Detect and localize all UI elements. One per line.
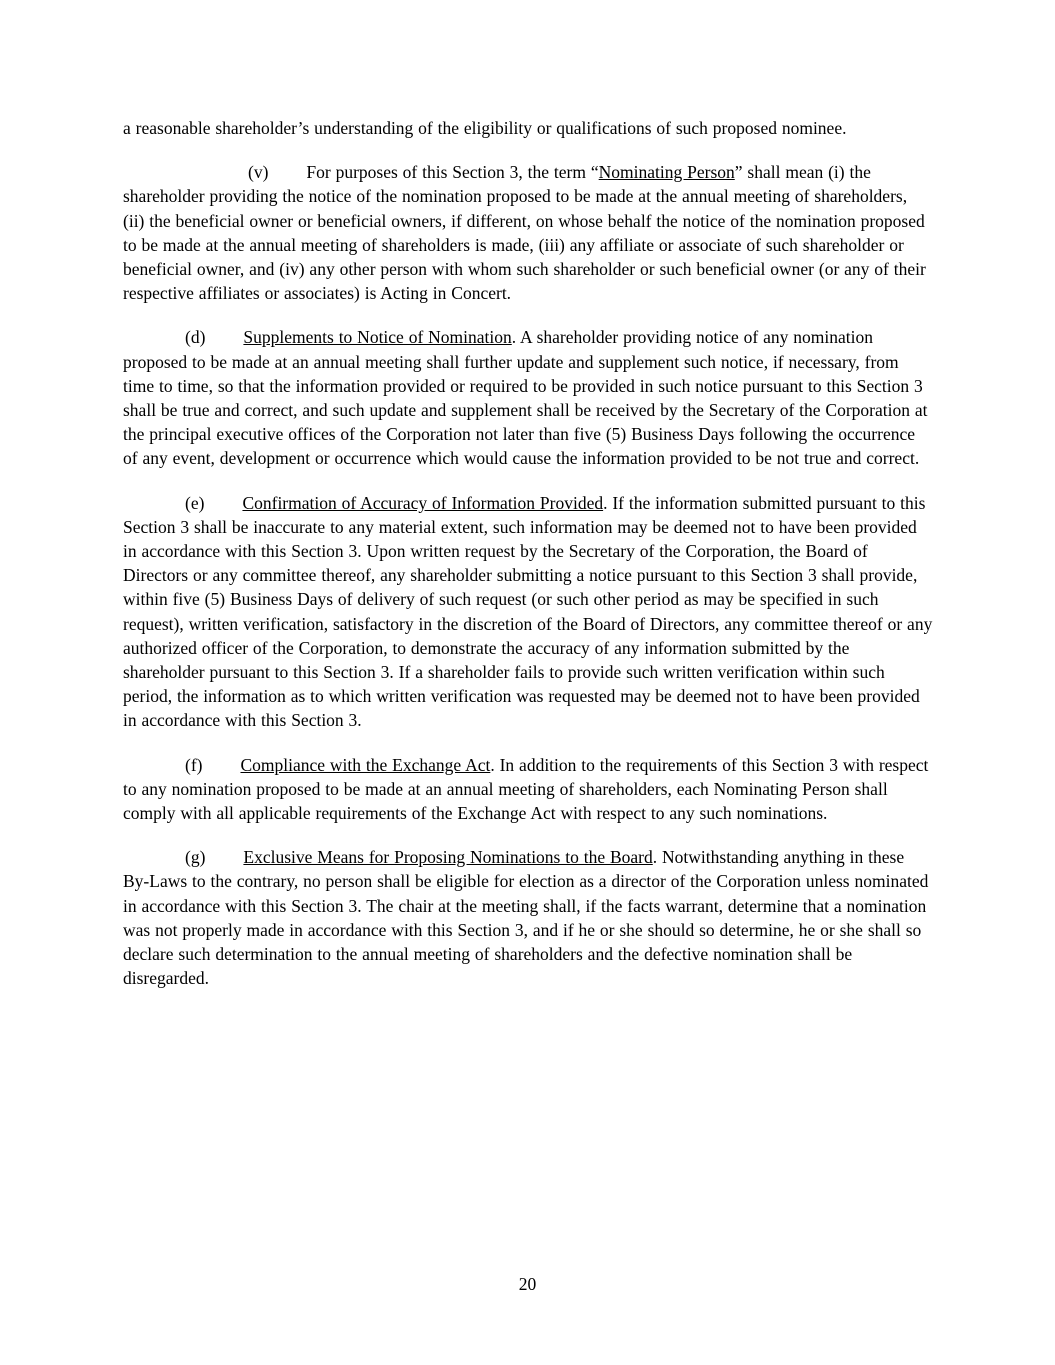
underlined-heading: Nominating Person — [598, 162, 735, 183]
paragraph-text: . In addition to the requirements of this Section 3 with respect to any nomination proposed to be made at an annual meeting of shareholders, each Nominating Person shall comply with all applicable requirements of the Exchange Act with respect to any such nominations. — [123, 754, 929, 824]
paragraph-g — [123, 845, 933, 990]
underlined-heading: Supplements to Notice of Nomination — [243, 327, 512, 348]
paragraph-label: (e) — [185, 492, 205, 513]
underlined-heading: Confirmation of Accuracy of Information Provided — [242, 492, 604, 513]
paragraph-text: . A shareholder providing notice of any nomination proposed to be made at an annual meeting shall further update and supplement such notice, if necessary, from time to time, so that the information provided or required to be provided in such notice pursuant to this Section 3 shall be true and correct, and such update and supplement shall be received by the Secretary of the Corporation at the principal executive offices of the Corporation not later than five (5) Business Days following the occurrence of any event, development or occurrence which would cause the information provided to be not true and correct. — [123, 327, 928, 469]
paragraph-label: (g) — [185, 847, 206, 868]
paragraph-v — [123, 160, 933, 305]
paragraph-label: (v) — [248, 162, 269, 183]
underlined-heading: Compliance with the Exchange Act — [240, 754, 491, 775]
paragraph-f — [123, 753, 933, 826]
paragraph-text: For purposes of this Section 3, the term “ — [306, 162, 599, 183]
paragraph-label: (f) — [185, 754, 203, 775]
paragraph-text: . Notwithstanding anything in these By-Laws to the contrary, no person shall be eligible for election as a director of the Corporation unless nominated in accordance with this Section 3. The chair at the meeting shall, if the facts warrant, determine that a nomination was not properly made in accordance with this Section 3, and if he or she should so determine, he or she shall so declare such determination to the annual meeting of shareholders and the defective nomination shall be disregarded. — [123, 847, 929, 989]
document-body — [123, 116, 933, 1011]
paragraph-label: (d) — [185, 327, 206, 348]
paragraph-text: a reasonable shareholder’s understanding of the eligibility or qualifications of such proposed nominee. — [123, 118, 847, 138]
paragraph-d — [123, 325, 933, 470]
paragraph-continuation — [123, 116, 933, 140]
paragraph-e — [123, 491, 933, 733]
underlined-heading: Exclusive Means for Proposing Nominations to the Board — [243, 847, 653, 868]
paragraph-text: ” shall mean (i) the shareholder providing the notice of the nomination proposed to be made at the annual meeting of shareholders, (ii) the beneficial owner or beneficial owners, if different, on whose behalf the notice of the nomination proposed to be made at the annual meeting of shareholders is made, (iii) any affiliate or associate of such shareholder or beneficial owner, and (iv) any other person with whom such shareholder or such beneficial owner (or any of their respective affiliates or associates) is Acting in Concert. — [123, 162, 926, 304]
page-number: 20 — [518, 1274, 537, 1294]
paragraph-text: . If the information submitted pursuant to this Section 3 shall be inaccurate to any material extent, such information may be deemed not to have been provided in accordance with this Section 3. Upon written request by the Secretary of the Corporation, the Board of Directors or any committee thereof, any shareholder submitting a notice pursuant to this Section 3 shall provide, within five (5) Business Days of delivery of such request (or such other period as may be specified in such request), written verification, satisfactory in the discretion of the Board of Directors, any committee thereof or any authorized officer of the Corporation, to demonstrate the accuracy of any information submitted by the shareholder pursuant to this Section 3. If a shareholder fails to provide such written verification within such period, the information as to which written verification was requested may be deemed not to have been provided in accordance with this Section 3. — [123, 492, 933, 731]
